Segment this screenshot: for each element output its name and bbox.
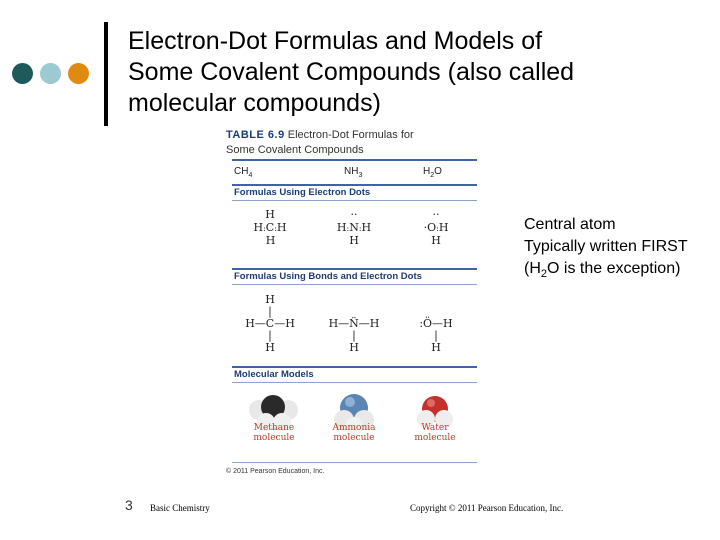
column-header-ch4: $CH_4$ [234,166,253,179]
title-line-2: Some Covalent Compounds (also called [128,58,575,86]
side-note-line-3 [524,258,688,285]
title-line-3: molecular compounds) [128,89,381,117]
table-rule [232,382,477,383]
section-title-models: Molecular Models [234,369,314,380]
column-header-nh3: $NH_3$ [344,166,363,179]
ammonia-caption-line-1: Ammonia [332,423,376,433]
ammonia-dot-formula: ·· H:N:H H [336,208,372,247]
methane-bond-formula: H | H—C—H | H [245,293,295,354]
table-rule [232,462,477,463]
table-rule [232,284,477,285]
side-note-line-3-post: O is the exception) [547,260,681,277]
water-bond-formula: :Ö—H | H [419,317,453,354]
title-line-1: Electron-Dot Formulas and Models of [128,27,543,55]
table-caption-line-2: Some Covalent Compounds [226,144,364,156]
ammonia-caption [324,423,384,443]
ammonia-bond-formula: H—N̈—H | H [328,317,380,354]
table-rule [232,184,477,186]
table-rule [232,200,477,201]
side-note-line-2: Typically written FIRST [524,238,688,255]
side-note-line-3-pre: (H [524,260,541,277]
table-caption [226,129,414,141]
section-title-electron-dots: Formulas Using Electron Dots [234,187,371,198]
side-note-subscript: 2 [540,268,548,281]
footer-copyright: Copyright © 2011 Pearson Education, Inc. [410,503,564,513]
table-caption-line-1: Electron-Dot Formulas for [287,129,414,141]
table-rule [232,366,477,368]
water-caption-line-2: molecule [414,433,456,443]
table-label: TABLE 6.9 [226,129,285,141]
methane-caption-line-1: Methane [253,423,295,433]
side-note [524,214,688,285]
decor-dot-light [40,63,61,84]
title-divider [104,22,108,126]
water-caption-line-1: Water [421,423,449,433]
decor-dot-orange [68,63,89,84]
table-rule [232,268,477,270]
footer-left: Basic Chemistry [150,503,210,513]
side-note-line-1: Central atom [524,216,616,233]
page-number: 3 [125,497,133,513]
methane-caption [244,423,304,443]
ammonia-caption-line-2: molecule [333,433,375,443]
methane-caption-line-2: molecule [253,433,295,443]
section-title-bonds: Formulas Using Bonds and Electron Dots [234,271,422,282]
column-header-h2o: $H_2O$ [423,166,442,179]
water-dot-formula: ·· ·O:H H [423,208,449,247]
table-figure [222,126,477,478]
methane-dot-formula: H H:C:H H [253,208,287,247]
table-copyright: © 2011 Pearson Education, Inc. [226,468,325,475]
decor-dot-dark [12,63,33,84]
slide-title [128,26,688,118]
table-rule [232,159,477,161]
water-caption [405,423,465,443]
